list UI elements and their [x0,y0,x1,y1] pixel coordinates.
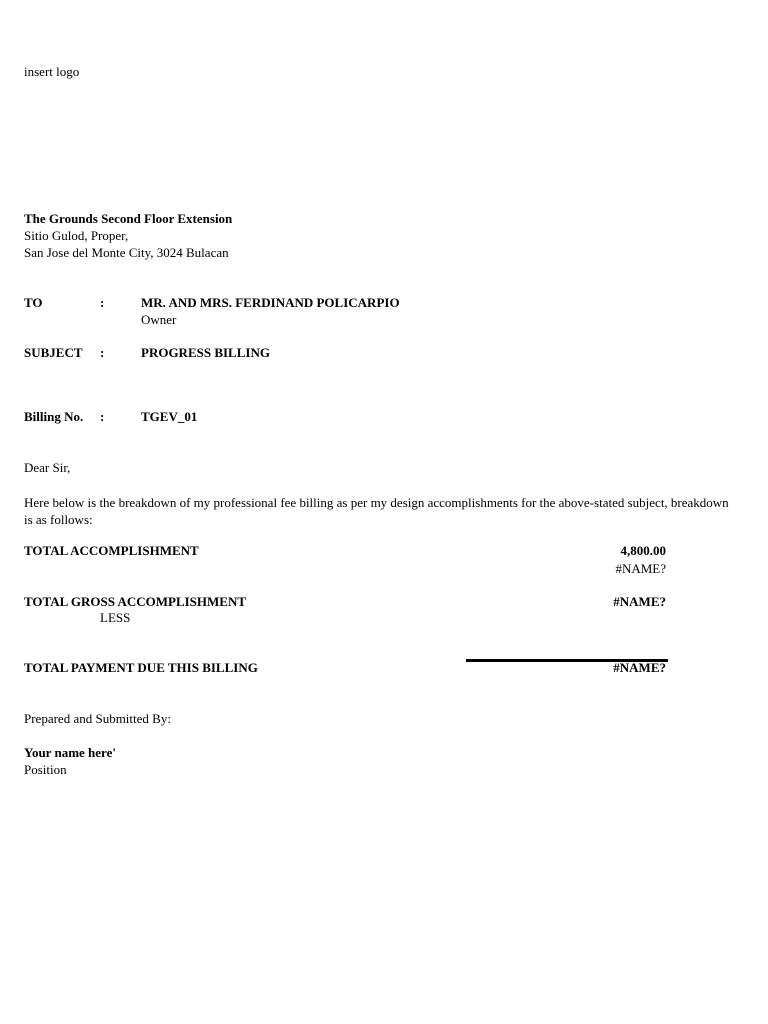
billing-no-value: TGEV_01 [141,409,198,424]
total-accomplishment-label: TOTAL ACCOMPLISHMENT [24,543,199,558]
body-text: Here below is the breakdown of my professional fee billing as per my design accomplishments for the above-stated subject, breakdown is as follows: [24,495,729,527]
salutation: Dear Sir, [24,460,71,475]
to-colon: : [100,295,105,310]
signatory-position: Position [24,762,67,777]
subject-label: SUBJECT [24,345,83,360]
signatory-name: Your name here' [24,745,116,760]
less-label: LESS [100,610,131,625]
to-recipient: MR. AND MRS. FERDINAND POLICARPIO [141,295,400,310]
gross-accomplishment-label: TOTAL GROSS ACCOMPLISHMENT [24,594,247,609]
to-label: TO [24,295,43,310]
payment-due-label: TOTAL PAYMENT DUE THIS BILLING [24,660,258,675]
to-role: Owner [141,312,177,327]
gross-accomplishment-value: #NAME? [613,594,666,609]
prepared-by-label: Prepared and Submitted By: [24,711,171,726]
payment-due-value: #NAME? [613,660,666,675]
company-address-line1: Sitio Gulod, Proper, [24,228,129,243]
company-name: The Grounds Second Floor Extension [24,211,233,226]
logo-placeholder: insert logo [24,64,80,79]
billing-no-colon: : [100,409,105,424]
total-accomplishment-value: 4,800.00 [620,543,666,558]
subject-value: PROGRESS BILLING [141,345,270,360]
total-accomplishment-sub: #NAME? [615,561,666,576]
subject-colon: : [100,345,105,360]
company-address-line2: San Jose del Monte City, 3024 Bulacan [24,245,229,260]
billing-no-label: Billing No. [24,409,84,424]
